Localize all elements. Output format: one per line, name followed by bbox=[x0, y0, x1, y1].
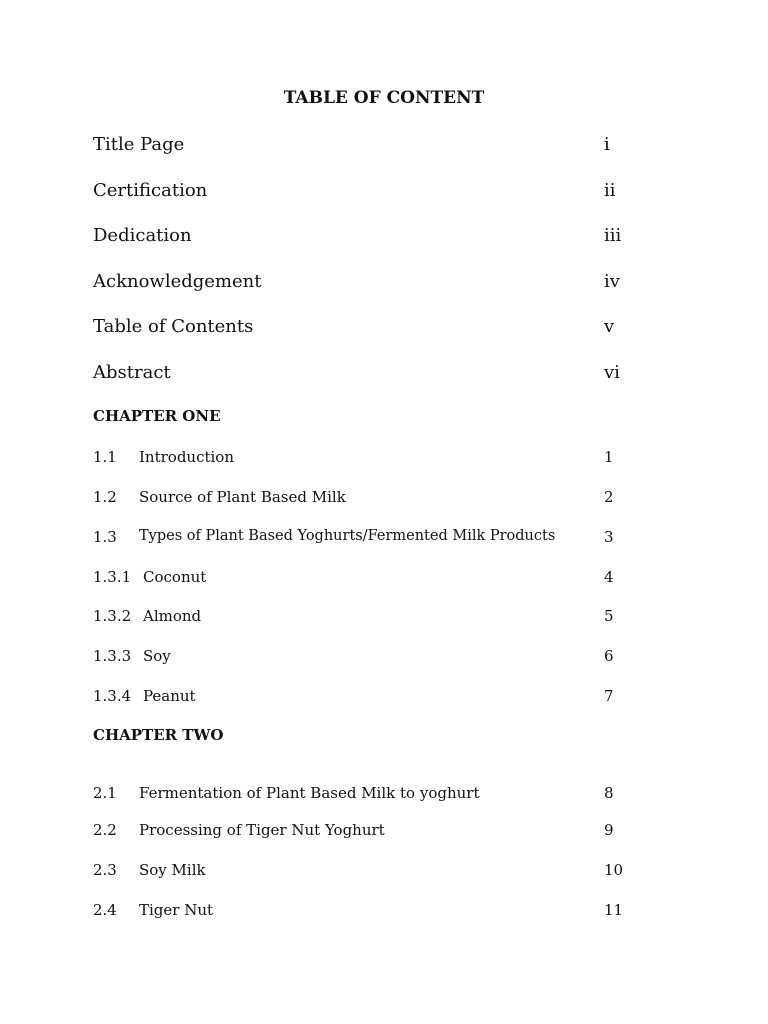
toc-entry bbox=[93, 607, 653, 631]
toc-entry-number: 1.3.2 bbox=[93, 607, 132, 625]
toc-entry bbox=[93, 901, 653, 925]
toc-entry bbox=[93, 647, 653, 671]
toc-entry-page: 5 bbox=[604, 607, 614, 625]
toc-entry-number: 2.2 bbox=[93, 821, 117, 839]
toc-entry-text: Fermentation of Plant Based Milk to yoghurt bbox=[139, 784, 480, 802]
toc-entry bbox=[93, 861, 653, 885]
toc-entry-label: Acknowledgement bbox=[93, 271, 262, 292]
toc-entry bbox=[93, 568, 653, 592]
toc-entry-number: 2.3 bbox=[93, 861, 117, 879]
toc-entry-label: Dedication bbox=[93, 225, 192, 246]
toc-entry-page: vi bbox=[604, 362, 620, 383]
toc-entry bbox=[93, 448, 653, 472]
toc-entry-page: 1 bbox=[604, 448, 614, 466]
toc-entry-page: 7 bbox=[604, 687, 614, 705]
toc-entry-page: 2 bbox=[604, 488, 614, 506]
toc-entry-number: 1.1 bbox=[93, 448, 117, 466]
toc-entry-text: Types of Plant Based Yoghurts/Fermented Milk Products bbox=[139, 528, 556, 544]
toc-entry-text: Processing of Tiger Nut Yoghurt bbox=[139, 821, 385, 839]
toc-entry-page: 6 bbox=[604, 647, 614, 665]
toc-entry-acknowledgement bbox=[93, 271, 653, 295]
toc-entry-page: ii bbox=[604, 180, 616, 201]
toc-entry-page: 11 bbox=[604, 901, 624, 919]
toc-entry-text: Coconut bbox=[143, 568, 207, 586]
toc-entry-text: Almond bbox=[143, 607, 202, 625]
toc-entry-label: Certification bbox=[93, 180, 208, 201]
toc-entry-page: 10 bbox=[604, 861, 624, 879]
toc-entry bbox=[93, 784, 653, 808]
toc-entry-page: 3 bbox=[604, 528, 614, 546]
toc-entry-number: 2.4 bbox=[93, 901, 117, 919]
toc-entry-text: Peanut bbox=[143, 687, 196, 705]
toc-entry-text: Soy Milk bbox=[139, 861, 206, 879]
chapter-two-heading: CHAPTER TWO bbox=[93, 726, 224, 744]
toc-entry-page: 4 bbox=[604, 568, 614, 586]
toc-entry-certification bbox=[93, 180, 653, 204]
toc-entry-page: 8 bbox=[604, 784, 614, 802]
toc-entry-label: Abstract bbox=[93, 362, 171, 383]
toc-entry-number: 1.3.1 bbox=[93, 568, 132, 586]
toc-entry-text: Introduction bbox=[139, 448, 234, 466]
toc-entry bbox=[93, 687, 653, 711]
toc-entry-text: Tiger Nut bbox=[139, 901, 214, 919]
toc-entry-number: 1.3.4 bbox=[93, 687, 132, 705]
toc-entry-number: 2.1 bbox=[93, 784, 117, 802]
toc-entry bbox=[93, 528, 653, 552]
toc-entry bbox=[93, 821, 653, 845]
toc-entry-page: iv bbox=[604, 271, 620, 292]
toc-title: TABLE OF CONTENT bbox=[283, 88, 485, 108]
toc-entry-title-page bbox=[93, 134, 653, 158]
toc-entry-label: Title Page bbox=[93, 134, 185, 155]
chapter-one-heading: CHAPTER ONE bbox=[93, 407, 221, 425]
toc-entry-text: Source of Plant Based Milk bbox=[139, 488, 346, 506]
toc-entry-number: 1.2 bbox=[93, 488, 117, 506]
toc-entry-dedication bbox=[93, 225, 653, 249]
toc-entry bbox=[93, 488, 653, 512]
toc-entry-abstract bbox=[93, 362, 653, 386]
toc-entry-number: 1.3.3 bbox=[93, 647, 132, 665]
toc-entry-page: iii bbox=[604, 225, 622, 246]
toc-entry-label: Table of Contents bbox=[93, 316, 254, 337]
toc-entry-page: i bbox=[604, 134, 610, 155]
toc-entry-table-of-contents bbox=[93, 316, 653, 340]
toc-entry-text: Soy bbox=[143, 647, 171, 665]
toc-entry-number: 1.3 bbox=[93, 528, 117, 546]
toc-entry-page: 9 bbox=[604, 821, 614, 839]
toc-entry-page: v bbox=[604, 316, 615, 337]
